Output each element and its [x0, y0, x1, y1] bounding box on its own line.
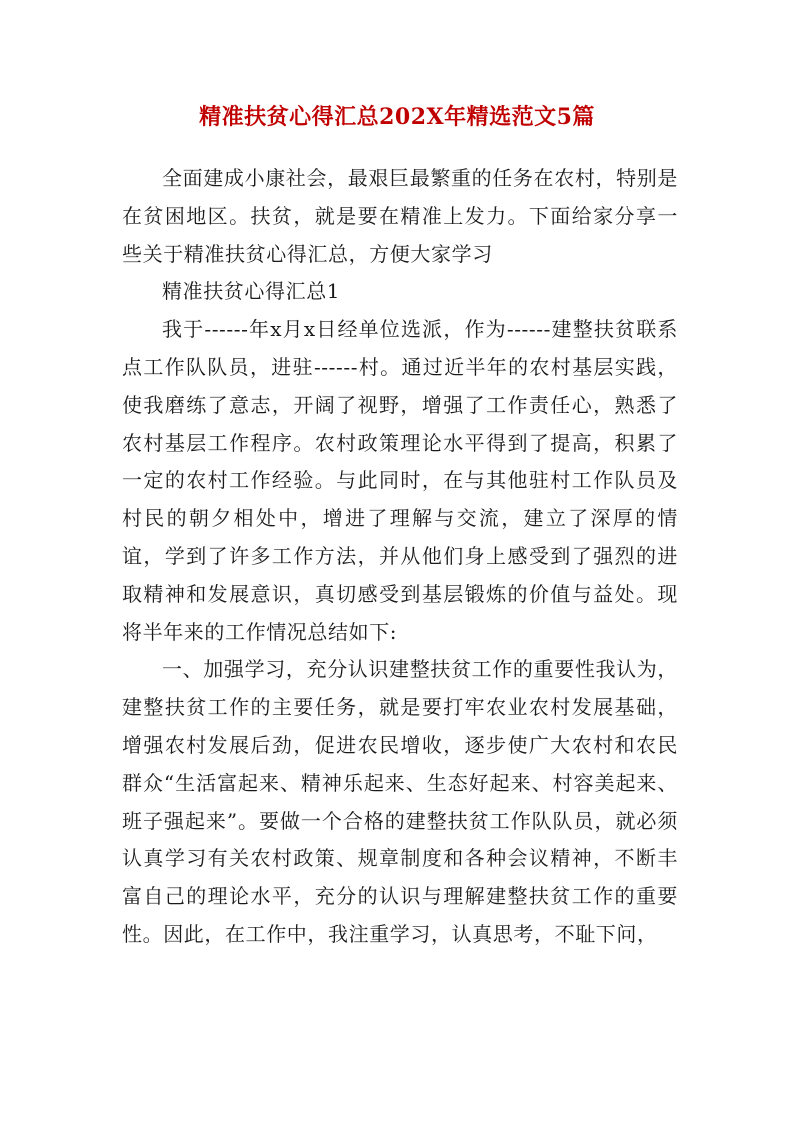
- body-paragraph: 我于------年x月x日经单位选派，作为------建整扶贫联系点工作队队员，进驻------村。通过近半年的农村基层实践，使我磨练了意志，开阔了视野，增强了工作责任心，熟悉了农村基层工作程序。农村政策理论水平得到了提高，积累了一定的农村工作经验。与此同时，在与其他驻村工作队员及村民的朝夕相处中，增进了理解与交流，建立了深厚的情谊，学到了许多工作方法，并从他们身上感受到了强烈的进取精神和发展意识，真切感受到基层锻炼的价值与益处。现将半年来的工作情况总结如下:: [122, 317, 678, 644]
- body-paragraph: 一、加强学习，充分认识建整扶贫工作的重要性我认为，建整扶贫工作的主要任务，就是要打牢农业农村发展基础，增强农村发展后劲，促进农民增收，逐步使广大农村和农民群众“生活富起来、精神乐起来、生态好起来、村容美起来、班子强起来”。要做一个合格的建整扶贫工作队队员，就必须认真学习有关农村政策、规章制度和各种会议精神，不断丰富自己的理论水平，充分的认识与理解建整扶贫工作的重要性。因此，在工作中，我注重学习，认真思考，不耻下问，: [122, 657, 678, 946]
- section-heading: 精准扶贫心得汇总1: [162, 279, 341, 304]
- document-title: 精准扶贫心得汇总202X年精选范文5篇: [199, 104, 595, 130]
- intro-paragraph: 全面建成小康社会，最艰巨最繁重的任务在农村，特别是在贫困地区。扶贫，就是要在精准上发力。下面给家分享一些关于精准扶贫心得汇总，方便大家学习: [122, 166, 678, 266]
- document-body: [122, 160, 678, 954]
